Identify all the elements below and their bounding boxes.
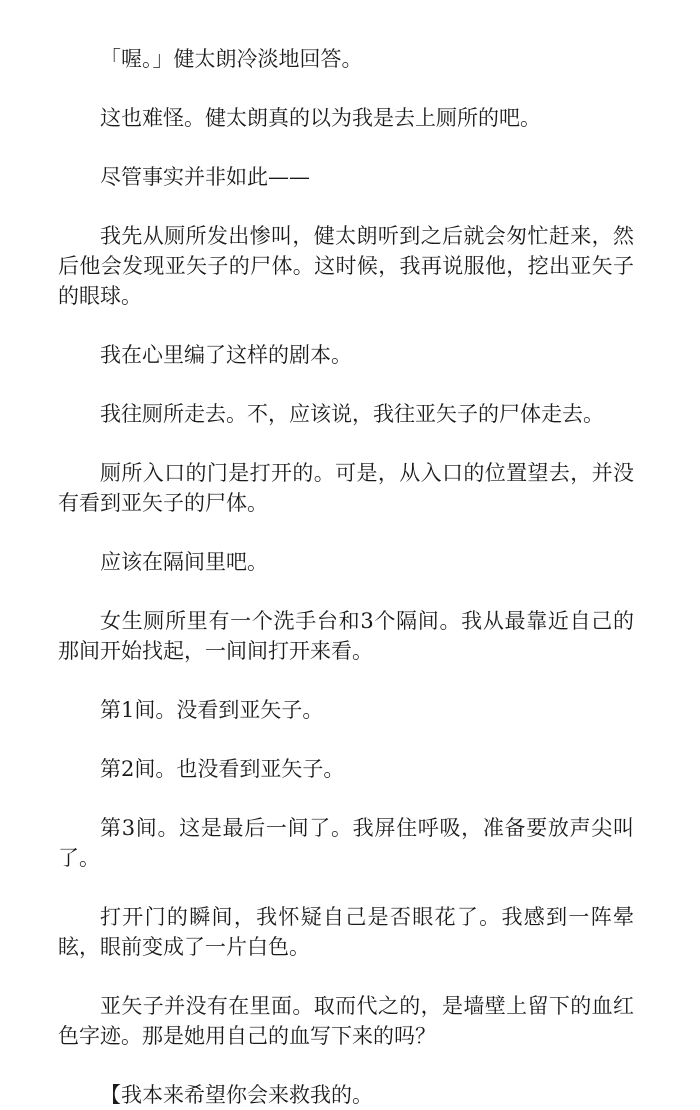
paragraph: 这也难怪。健太朗真的以为我是去上厕所的吧。 [100, 106, 541, 130]
paragraph: 应该在隔间里吧。 [100, 550, 268, 574]
paragraph: 第2间。也没看到亚矢子。 [100, 757, 345, 781]
paragraph: 尽管事实并非如此—— [100, 165, 310, 189]
paragraph: 第3间。这是最后一间了。我屏住呼吸，准备要放声尖叫了。 [58, 816, 634, 870]
paragraph: 亚矢子并没有在里面。取而代之的，是墙壁上留下的血红色字迹。那是她用自己的血写下来的吗？ [58, 994, 634, 1048]
paragraph: 厕所入口的门是打开的。可是，从入口的位置望去，并没有看到亚矢子的尸体。 [58, 461, 634, 515]
paragraph: 我在心里编了这样的剧本。 [100, 343, 352, 367]
paragraph: 【我本来希望你会来救我的。 [100, 1083, 373, 1107]
paragraph: 打开门的瞬间，我怀疑自己是否眼花了。我感到一阵晕眩，眼前变成了一片白色。 [58, 905, 634, 959]
paragraph: 「喔。」健太朗冷淡地回答。 [100, 47, 363, 71]
paragraph: 第1间。没看到亚矢子。 [100, 698, 324, 722]
paragraph: 女生厕所里有一个洗手台和3个隔间。我从最靠近自己的那间开始找起，一间间打开来看。 [58, 609, 634, 663]
paragraph: 我先从厕所发出惨叫，健太朗听到之后就会匆忙赶来，然后他会发现亚矢子的尸体。这时候，我再说服他，挖出亚矢子的眼球。 [58, 224, 634, 308]
paragraph: 我往厕所走去。不，应该说，我往亚矢子的尸体走去。 [100, 402, 604, 426]
